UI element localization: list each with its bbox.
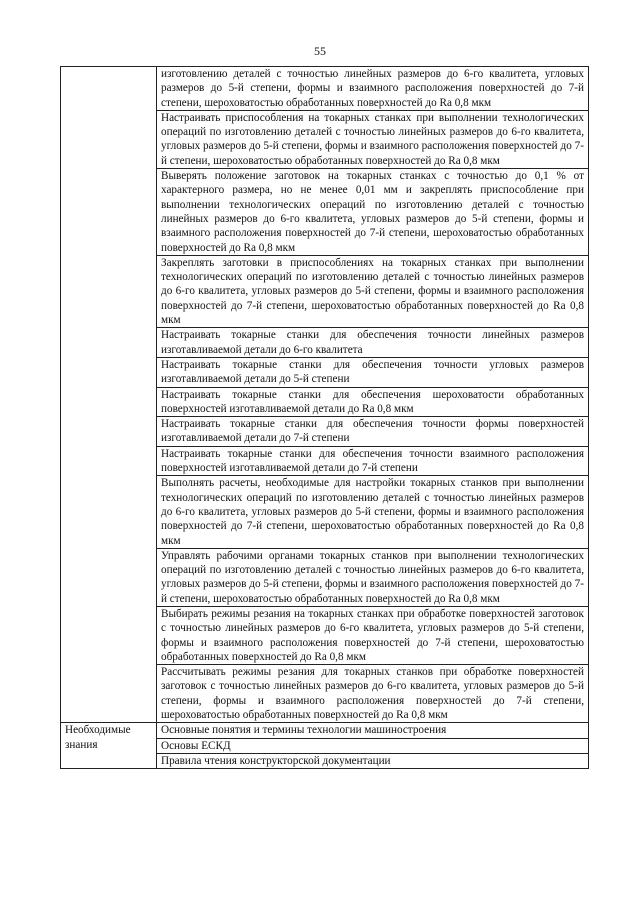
page-number: 55 bbox=[314, 44, 326, 58]
table-row bbox=[61, 67, 589, 111]
ability-cell: Выверять положение заготовок на токарных станках с точностью до 0,1 % от характерного размера, но не менее 0,01 мм и закреплять приспособление при выполнении технологических операций по изготовлению деталей с точностью линейных размеров до 6-го квалитета, угловых размеров до 5-й степени, формы и взаимного расположения поверхностей до 7-й степени, шероховатостью обработанных поверхностей до Ra 0,8 мкм bbox=[157, 169, 589, 256]
knowledge-label: Необходимые знания bbox=[61, 723, 157, 769]
ability-cell: Настраивать токарные станки для обеспечения точности взаимного расположения поверхностей изготавливаемой детали до 7-й степени bbox=[157, 446, 589, 476]
knowledge-cell: Правила чтения конструкторской документации bbox=[157, 753, 589, 768]
skills-table bbox=[60, 66, 589, 769]
ability-cell: Выбирать режимы резания на токарных станках при обработке поверхностей заготовок с точностью линейных размеров до 6-го квалитета, угловых размеров до 5-й степени, формы и взаимного расположения поверхностей до 7-й степени, шероховатостью обработанных поверхностей до Ra 0,8 мкм bbox=[157, 606, 589, 664]
ability-cell: Рассчитывать режимы резания для токарных станков при обработке поверхностей заготовок с точностью линейных размеров до 6-го квалитета, угловых размеров до 5-й степени, формы и взаимного расположения поверхностей до 7-й степени, шероховатостью обработанных поверхностей до Ra 0,8 мкм bbox=[157, 665, 589, 723]
ability-cell: Настраивать токарные станки для обеспечения точности угловых размеров изготавливаемой детали до 5-й степени bbox=[157, 357, 589, 387]
knowledge-cell: Основы ЕСКД bbox=[157, 738, 589, 753]
knowledge-cell: Основные понятия и термины технологии машиностроения bbox=[157, 723, 589, 738]
ability-cell: Настраивать приспособления на токарных станках при выполнении технологических операций по изготовлению деталей с точностью линейных размеров до 6-го квалитета, угловых размеров до 5-й степени, формы и взаимного расположения поверхностей до 7-й степени, шероховатостью обработанных поверхностей до Ra 0,8 мкм bbox=[157, 110, 589, 168]
table-row bbox=[61, 723, 589, 738]
ability-cell: Настраивать токарные станки для обеспечения точности формы поверхностей изготавливаемой детали до 7-й степени bbox=[157, 417, 589, 447]
abilities-label-cell bbox=[61, 67, 157, 723]
ability-cell: Закреплять заготовки в приспособлениях на токарных станках при выполнении технологических операций по изготовлению деталей с точностью линейных размеров до 6-го квалитета, угловых размеров до 5-й степени, формы и взаимного расположения поверхностей до 7-й степени, шероховатостью обработанных поверхностей до Ra 0,8 мкм bbox=[157, 255, 589, 327]
ability-cell: Настраивать токарные станки для обеспечения точности линейных размеров изготавливаемой детали до 6-го квалитета bbox=[157, 328, 589, 358]
ability-cell: изготовлению деталей с точностью линейных размеров до 6-го квалитета, угловых размеров до 5-й степени, формы и взаимного расположения поверхностей до 7-й степени, шероховатостью обработанных поверхностей до Ra 0,8 мкм bbox=[157, 67, 589, 111]
ability-cell: Управлять рабочими органами токарных станков при выполнении технологических операций по изготовлению деталей с точностью линейных размеров до 6-го квалитета, угловых размеров до 5-й степени, формы и взаимного расположения поверхностей до 7-й степени, шероховатостью обработанных поверхностей до Ra 0,8 мкм bbox=[157, 548, 589, 606]
ability-cell: Выполнять расчеты, необходимые для настройки токарных станков при выполнении технологических операций по изготовлению деталей с точностью линейных размеров до 6-го квалитета, угловых размеров до 5-й степени, формы и взаимного расположения поверхностей до 7-й степени, шероховатостью обработанных поверхностей до Ra 0,8 мкм bbox=[157, 476, 589, 548]
ability-cell: Настраивать токарные станки для обеспечения шероховатости обработанных поверхностей изготавливаемой детали до Ra 0,8 мкм bbox=[157, 387, 589, 417]
